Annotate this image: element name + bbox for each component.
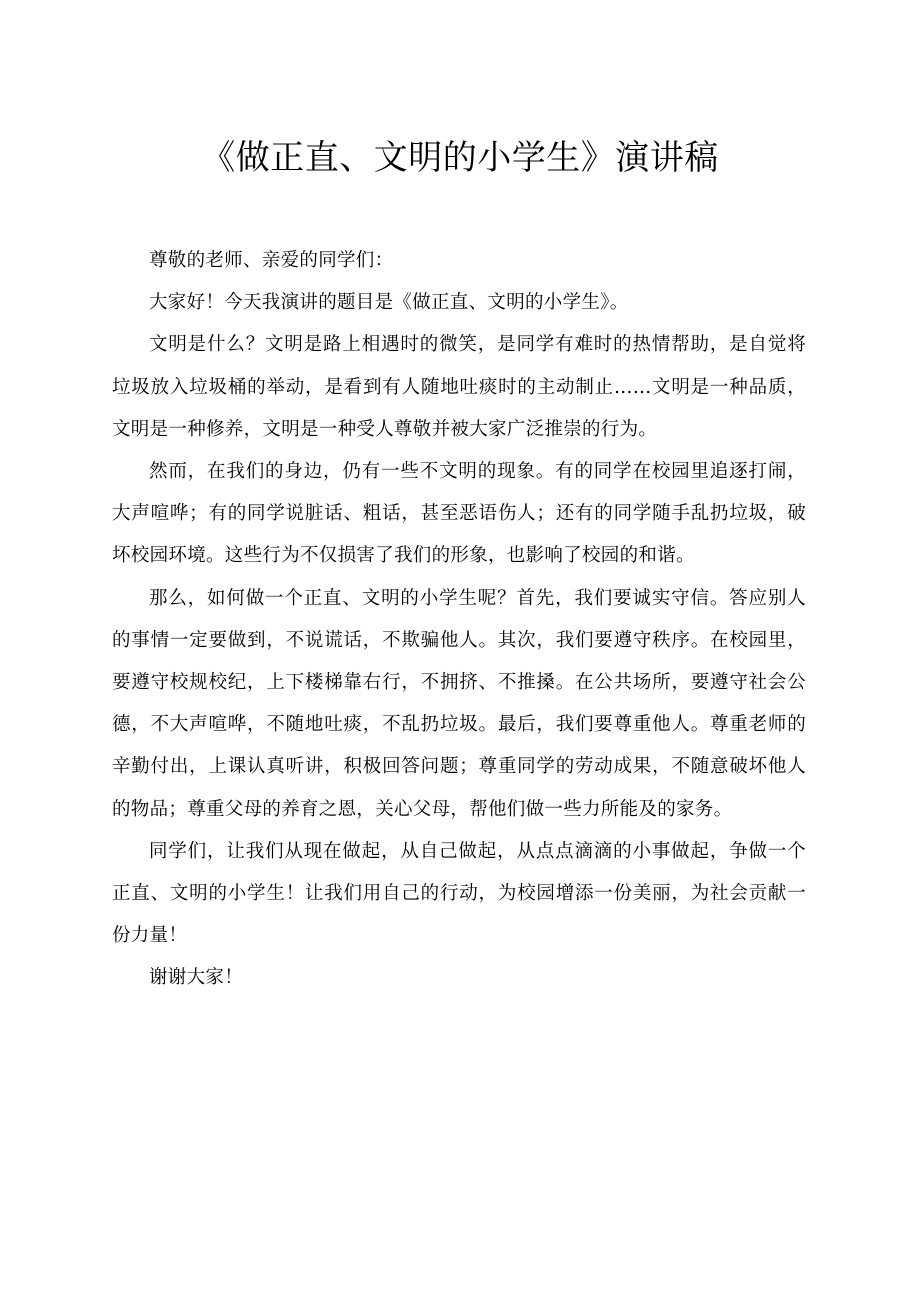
paragraph-what-is-civility: 文明是什么？文明是路上相遇时的微笑，是同学有难时的热情帮助，是自觉将垃圾放入垃圾桶的举动，是看到有人随地吐痰时的主动制止……文明是一种品质，文明是一种修养，文明是一种受人尊敬并被大家广泛推崇的行为。 [112, 334, 806, 440]
speech-body [112, 240, 806, 1000]
salutation: 尊敬的老师、亲爱的同学们： [149, 250, 394, 271]
paragraph-how-to-be-civil: 那么，如何做一个正直、文明的小学生呢？首先，我们要诚实守信。答应别人的事情一定要做到，不说谎话，不欺骗他人。其次，我们要遵守秩序。在校园里，要遵守校规校纪，上下楼梯靠右行，不拥挤、不推搡。在公共场所，要遵守社会公德，不大声喧哗，不随地吐痰，不乱扔垃圾。最后，我们要尊重他人。尊重老师的辛勤付出，上课认真听讲，积极回答问题；尊重同学的劳动成果，不随意破坏他人的物品；尊重父母的养育之恩，关心父母，帮他们做一些力所能及的家务。 [112, 587, 806, 820]
closing-thanks: 谢谢大家！ [149, 967, 244, 989]
document-title: 《做正直、文明的小学生》演讲稿 [201, 138, 719, 178]
paragraph-call-to-action: 同学们，让我们从现在做起，从自己做起，从点点滴滴的小事做起，争做一个正直、文明的小学生！让我们用自己的行动，为校园增添一份美丽，为社会贡献一份力量！ [112, 840, 806, 947]
greeting-paragraph: 大家好！今天我演讲的题目是《做正直、文明的小学生》。 [149, 292, 629, 314]
paragraph-uncivil-phenomena: 然而，在我们的身边，仍有一些不文明的现象。有的同学在校园里追逐打闹，大声喧哗；有的同学说脏话、粗话，甚至恶语伤人；还有的同学随手乱扔垃圾，破坏校园环境。这些行为不仅损害了我们的形象，也影响了校园的和谐。 [112, 461, 806, 567]
